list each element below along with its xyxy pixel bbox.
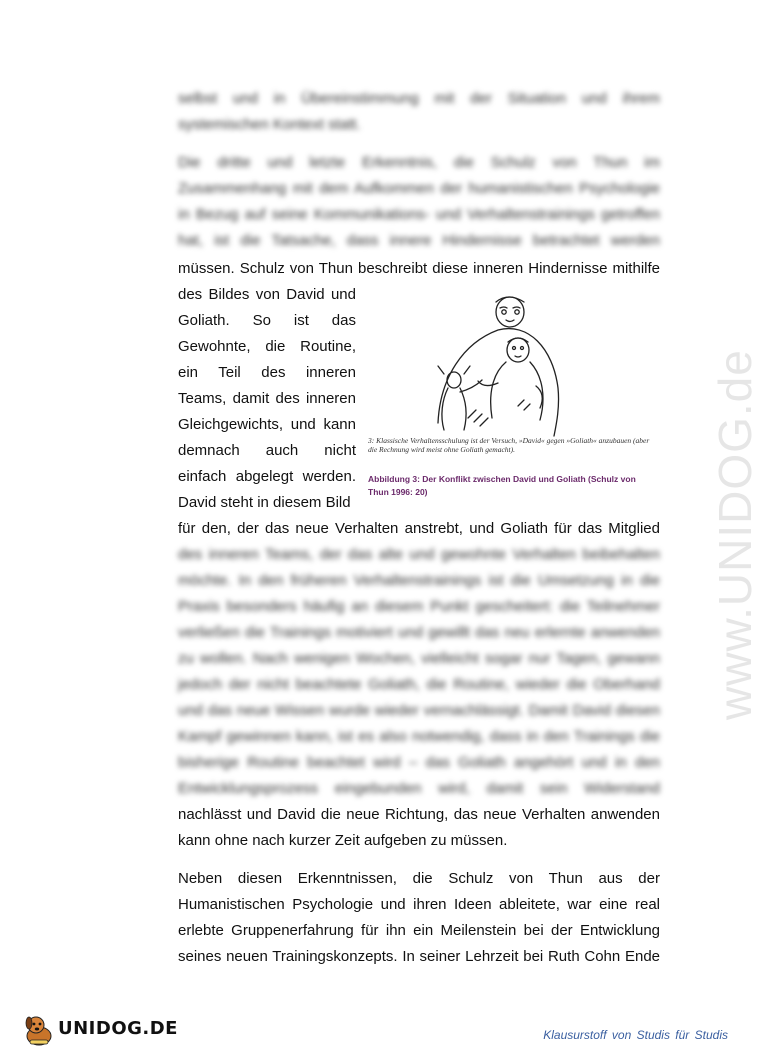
text-line: in Bezug auf seine Kommunikations- und Verhaltenstrainings getroffen [178,206,660,223]
text-line: Neben diesen Erkenntnissen, die Schulz von Thun aus der [178,870,660,887]
blurred-paragraph-2 [178,150,660,254]
text-line: Praxis besonders häufig an diesem Punkt gescheitert: die Teilnehmer [178,598,660,615]
text-line: systemischen Kontext statt. [178,116,361,133]
text-line: David steht in diesem Bild [178,494,351,511]
text-line: Entwicklungsprozess eingebunden wird, damit sein Widerstand [178,780,660,797]
figure-caption: Abbildung 3: Der Konflikt zwischen David und Goliath (Schulz von Thun 1996: 20) [368,474,636,497]
text-line: demnach auch nicht [178,442,356,459]
text-line: verließen die Trainings motiviert und gewillt das neu erlernte anwenden [178,624,660,641]
logo-text: UNIDOG.DE [58,1018,178,1039]
figure-subcaption: 3: Klassische Verhaltensschulung ist der Versuch, »David« gegen »Goliath« anzubauen (aber die Rechnung wird meist ohne Goliath gemacht). [368,436,650,454]
sketch-illustration [368,288,658,438]
final-paragraph [178,866,660,970]
text-line: jedoch der nicht beachtete Goliath, die Routine, wieder die Oberhand [178,676,660,693]
text-line: des inneren Teams, der das alte und gewohnte Verhalten beibehalten [178,546,660,563]
text-line: einfach abgelegt werden. [178,468,356,485]
blurred-paragraph-1 [178,86,660,138]
text-line: selbst und in Übereinstimmung mit der Situation und ihrem [178,90,660,107]
unidog-logo[interactable] [22,1014,178,1050]
text-line: Die dritte und letzte Erkenntnis, die Schulz von Thun im [178,154,660,171]
text-line: Humanistischen Psychologie und ihren Ideen ableitete, war eine real [178,896,660,913]
text-line: nachlässt und David die neue Richtung, das neue Verhalten anwenden [178,806,660,823]
text-line: Goliath. So ist das [178,312,356,329]
visible-paragraph-end [178,802,660,854]
text-line: Kampf gewinnen kann, ist es also notwendig, dass in den Trainings die [178,728,660,745]
text-line: für den, der das neue Verhalten anstrebt, und Goliath für das Mitglied [178,520,660,537]
text-line: des Bildes von David und [178,286,356,303]
blurred-middle-block [178,542,660,802]
text-line: kann ohne nach kurzer Zeit aufgeben zu müssen. [178,832,508,849]
text-line: zu wollen. Nach wenigen Wochen, vielleicht sogar nur Tagen, gewann [178,650,660,667]
text-line: Teams, damit des inneren [178,390,356,407]
watermark: www.UNIDOG.de [709,349,761,720]
text-line: Gewohnte, die Routine, [178,338,356,355]
text-line: erlebte Gruppenerfahrung für ihn ein Meilenstein bei der Entwicklung [178,922,660,939]
text-line: Gleichgewichts, und kann [178,416,356,433]
text-line: Zusammenhang mit dem Aufkommen der humanistischen Psychologie [178,180,660,197]
text-line: bisherige Routine beachtet wird – das Goliath angehört und in den [178,754,660,771]
dog-mascot-icon [22,1014,56,1048]
footer-tagline: Klausurstoff von Studis für Studis [543,1028,728,1042]
figure-david-goliath [368,288,658,498]
text-line: seines neuen Trainingskonzepts. In seiner Lehrzeit bei Ruth Cohn Ende [178,948,660,965]
text-line: müssen. Schulz von Thun beschreibt diese inneren Hindernisse mithilfe [178,260,660,277]
text-line: hat, ist die Tatsache, dass innere Hindernisse betrachtet werden [178,232,660,249]
left-text-column [178,282,356,516]
text-line: möchte. In den früheren Verhaltenstrainings ist die Umsetzung in die [178,572,660,589]
visible-line-1 [178,256,660,282]
visible-line-2 [178,516,660,542]
text-line: und das neue Wissen wurde wieder vernachlässigt. Damit David diesen [178,702,660,719]
text-line: ein Teil des inneren [178,364,356,381]
